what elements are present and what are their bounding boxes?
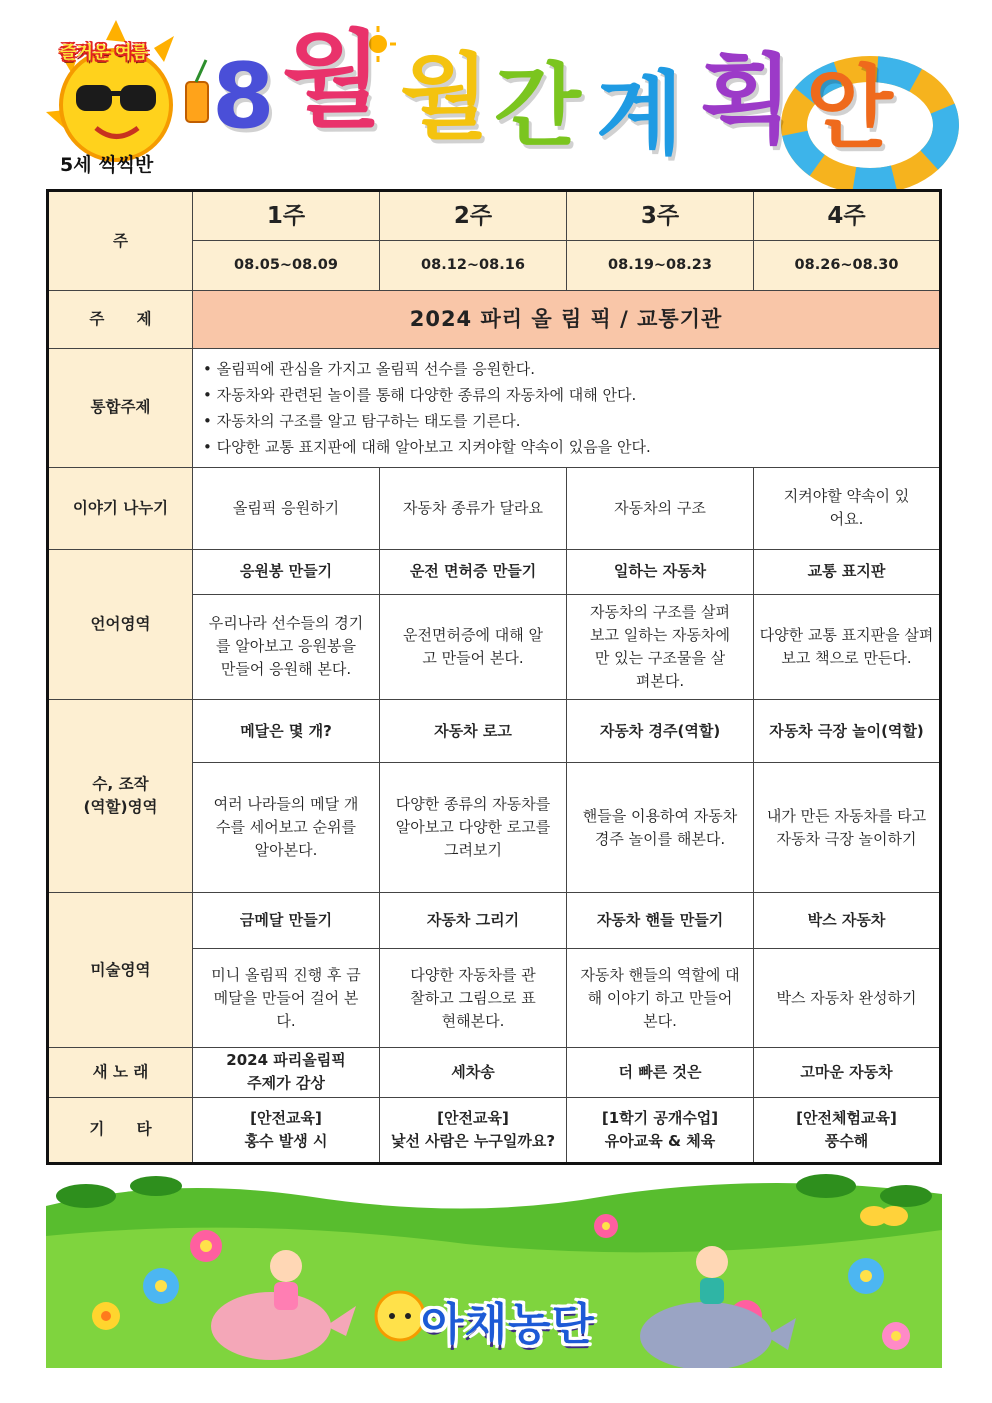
talk-week-2: 자동차 종류가 달라요 <box>380 467 567 549</box>
etc-week-4-category: [안전체험교육] <box>796 1108 897 1127</box>
math-label <box>48 699 193 892</box>
art-title-week-2: 자동차 그리기 <box>380 893 567 949</box>
week-1-dates: 08.05~08.09 <box>193 241 380 291</box>
goal-item: • 다양한 교통 표지판에 대해 알아보고 지켜야할 약속이 있음을 안다. <box>203 437 651 456</box>
new-song-label: 새 노 래 <box>48 1047 193 1097</box>
integrated-topic-label: 통합주제 <box>48 349 193 467</box>
art-title-week-3: 자동차 핸들 만들기 <box>567 893 754 949</box>
goal-item: • 자동차와 관련된 놀이를 통해 다양한 종류의 자동차에 대해 안다. <box>203 385 637 404</box>
talk-week-1: 올림픽 응원하기 <box>193 467 380 549</box>
summer-badge: 즐거운 여름 <box>60 43 149 63</box>
talk-label: 이야기 나누기 <box>48 467 193 549</box>
week-1-header: 1주 <box>193 191 380 241</box>
topic-value: 2024 파리 올 림 픽 / 교통기관 <box>193 291 941 349</box>
song-week-4: 고마운 자동차 <box>754 1047 941 1097</box>
art-desc-week-1: 미니 올림픽 진행 후 금메달을 만들어 걸어 본다. <box>193 949 380 1047</box>
week-2-header: 2주 <box>380 191 567 241</box>
etc-week-1-category: [안전교육] <box>250 1108 322 1127</box>
etc-week-1-detail: 홍수 발생 시 <box>244 1131 328 1150</box>
math-title-week-3: 자동차 경주(역할) <box>567 699 754 762</box>
etc-week-2 <box>380 1097 567 1163</box>
monthly-plan-table <box>46 189 942 1165</box>
goal-item: • 자동차의 구조를 알고 탐구하는 태도를 기른다. <box>203 411 521 430</box>
math-label-line-1: 수, 조작 <box>92 775 149 794</box>
language-desc-week-1: 우리나라 선수들의 경기를 알아보고 응원봉을 만들어 응원해 본다. <box>193 594 380 699</box>
class-name: 5세 씩씩반 <box>60 154 154 176</box>
math-title-week-1: 메달은 몇 개? <box>193 699 380 762</box>
song-week-2: 세차송 <box>380 1047 567 1097</box>
etc-week-1 <box>193 1097 380 1163</box>
logo-mascot-icon <box>376 1292 424 1340</box>
week-4-dates: 08.26~08.30 <box>754 241 941 291</box>
song-week-3: 더 빠른 것은 <box>567 1047 754 1097</box>
talk-week-3: 자동차의 구조 <box>567 467 754 549</box>
title-char-an: 안 <box>806 56 893 161</box>
math-label-line-2: (역할)영역 <box>83 798 158 817</box>
math-title-week-2: 자동차 로고 <box>380 699 567 762</box>
week-3-header: 3주 <box>567 191 754 241</box>
etc-week-4 <box>754 1097 941 1163</box>
etc-week-3-category: [1학기 공개수업] <box>601 1108 719 1127</box>
title-char-gye: 계 <box>596 62 683 167</box>
math-desc-week-1: 여러 나라들의 메달 개수를 세어보고 순위를 알아본다. <box>193 763 380 893</box>
etc-week-4-detail: 풍수해 <box>824 1131 869 1150</box>
language-title-week-2: 운전 면허증 만들기 <box>380 549 567 594</box>
week-2-dates: 08.12~08.16 <box>380 241 567 291</box>
title-char-8: 8 <box>212 44 275 149</box>
integrated-goals <box>193 349 941 467</box>
math-desc-week-4: 내가 만든 자동차를 타고 자동차 극장 놀이하기 <box>754 763 941 893</box>
art-label: 미술영역 <box>48 893 193 1047</box>
math-desc-week-2: 다양한 종류의 자동차를 알아보고 다양한 로고를 그려보기 <box>380 763 567 893</box>
goal-item: • 올림픽에 관심을 가지고 올림픽 선수를 응원한다. <box>203 359 536 378</box>
topic-label: 주 제 <box>48 291 193 349</box>
art-desc-week-4: 박스 자동차 완성하기 <box>754 949 941 1047</box>
etc-label: 기 타 <box>48 1097 193 1163</box>
footer-illustration <box>46 1166 942 1368</box>
language-title-week-3: 일하는 자동차 <box>567 549 754 594</box>
title-char-gan: 간 <box>494 54 581 159</box>
talk-week-4: 지켜야할 약속이 있어요. <box>754 467 941 549</box>
header <box>0 0 992 190</box>
etc-week-3 <box>567 1097 754 1163</box>
title-char-wol2: 월 <box>400 44 489 151</box>
etc-week-2-detail: 낯선 사람은 누구일까요? <box>390 1131 556 1150</box>
etc-week-3-detail: 유아교육 & 체육 <box>604 1131 716 1150</box>
week-label: 주 <box>48 191 193 291</box>
language-desc-week-3: 자동차의 구조를 살펴보고 일하는 자동차에만 있는 구조물을 살펴본다. <box>567 594 754 699</box>
language-desc-week-4: 다양한 교통 표지판을 살펴보고 책으로 만든다. <box>754 594 941 699</box>
art-desc-week-3: 자동차 핸들의 역할에 대해 이야기 하고 만들어 본다. <box>567 949 754 1047</box>
art-desc-week-2: 다양한 자동차를 관찰하고 그림으로 표현해본다. <box>380 949 567 1047</box>
etc-week-2-category: [안전교육] <box>437 1108 509 1127</box>
language-title-week-4: 교통 표지판 <box>754 549 941 594</box>
brand-logo: 아채농단 <box>421 1299 596 1350</box>
juice-cup-icon <box>186 82 208 122</box>
math-desc-week-3: 핸들을 이용하여 자동차 경주 놀이를 해본다. <box>567 763 754 893</box>
language-title-week-1: 응원봉 만들기 <box>193 549 380 594</box>
song-week-1: 2024 파리올림픽 주제가 감상 <box>193 1047 380 1097</box>
title-char-hoek: 획 <box>700 44 793 156</box>
art-title-week-4: 박스 자동차 <box>754 893 941 949</box>
math-title-week-4: 자동차 극장 놀이(역할) <box>754 699 941 762</box>
week-3-dates: 08.19~08.23 <box>567 241 754 291</box>
title-char-wol: 월 <box>282 19 383 141</box>
language-label: 언어영역 <box>48 549 193 699</box>
art-title-week-1: 금메달 만들기 <box>193 893 380 949</box>
language-desc-week-2: 운전면허증에 대해 알고 만들어 본다. <box>380 594 567 699</box>
week-4-header: 4주 <box>754 191 941 241</box>
